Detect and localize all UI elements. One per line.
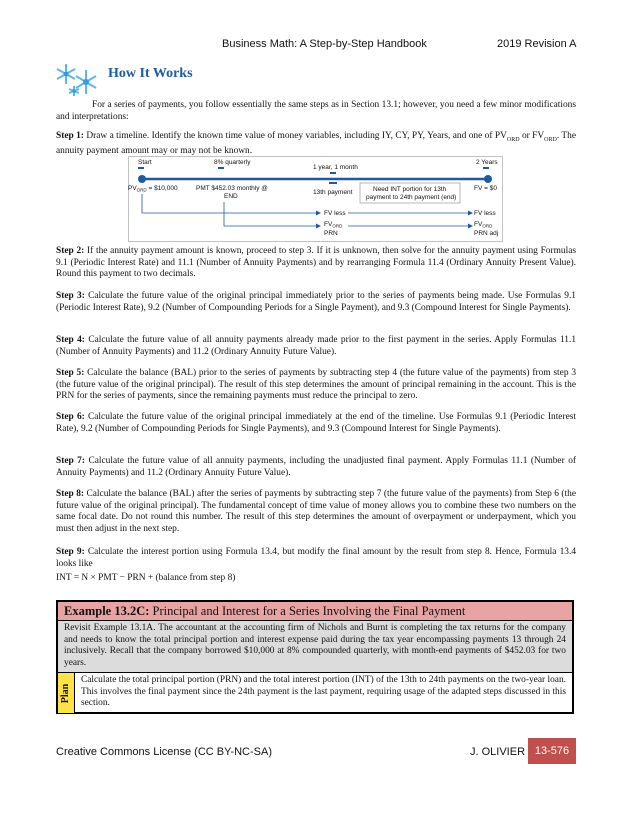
step-text: Calculate the future value of the original principal immediately prior to the series of payments being made. Use Formulas 9.1 (Periodic Interest Rate), 9.2 (Number of Compounding Periods for a Single Payment), and 9.3 (Compound Interest for Single Payments). (56, 291, 576, 313)
timeline-end-label: 2 Years (476, 159, 498, 166)
timeline-prn: PRN (324, 230, 338, 237)
step-3 (56, 291, 576, 314)
step-subscript: ORD (506, 136, 520, 143)
timeline-13th-payment: 13th payment (313, 189, 353, 196)
step-label: Step 4: (56, 335, 85, 345)
step-5 (56, 368, 576, 403)
step-text: Draw a timeline. Identify the known time value of money variables, including IY, CY, PY, Years, and one of PV (86, 131, 507, 141)
step-label: Step 6: (56, 412, 85, 422)
timeline-one-year-label: 1 year, 1 month (313, 164, 358, 171)
example-plan-row (58, 673, 572, 713)
timeline-fv-ord-2: $FV_{ORD}$ (474, 221, 493, 229)
example-title (58, 602, 572, 621)
header-title: Business Math: A Step-by-Step Handbook (222, 38, 427, 50)
intro-paragraph: For a series of payments, you follow essentially the same steps as in Section 13.1; however, you need a few minor modifications and interpretations: (56, 100, 576, 122)
step-2 (56, 246, 576, 281)
step-label: Step 1: (56, 131, 84, 141)
timeline-start-node (138, 175, 146, 183)
step-label: Step 8: (56, 489, 85, 499)
timeline-pv-label: $PV_{ORD}$ = $10,000 (128, 185, 178, 193)
example-title-text: Principal and Interest for a Series Involving the Final Payment (149, 604, 466, 618)
example-body: Revisit Example 13.1A. The accountant at the accounting firm of Nichols and Burnt is completing the tax returns for the company and needs to know the total principal portion and interest expense paid during the tax year encompassing payments 13 through 24 inclusively. Recall that the company borrowed $10,000 at 8% compounded quarterly, with month-end payments of $452.03 for two years. (58, 621, 572, 673)
plan-label-text: Plan (60, 683, 72, 703)
step-text-mid: or FV (519, 131, 545, 141)
step-text: Calculate the future value of all annuity payments already made prior to the first payment in the series. Apply Formulas 11.1 (Number of Annuity Payments) and 11.2 (Ordinary Annuity Future Value). (56, 335, 577, 357)
timeline-fv-zero: FV = $0 (474, 185, 497, 192)
timeline-note-line1: Need INT portion for 13th (373, 186, 447, 193)
example-number: Example 13.2C: (64, 604, 150, 618)
timeline-end-node (484, 175, 492, 183)
step-7 (56, 456, 576, 479)
timeline-rate-label: 8% quarterly (214, 159, 251, 166)
section-title: How It Works (108, 66, 193, 81)
example-box (56, 600, 574, 714)
step-label: Step 9: (56, 547, 85, 557)
snowflake-icon (52, 58, 100, 98)
header-revision: 2019 Revision A (497, 38, 577, 50)
timeline-pmt-label: PMT $452.03 monthly @ (196, 185, 268, 192)
step-9 (56, 547, 576, 570)
timeline-prn-adj: PRN adj (474, 230, 499, 237)
step-6 (56, 412, 576, 435)
timeline-fv-ord-1: $FV_{ORD}$ (324, 221, 343, 229)
step-4 (56, 335, 576, 358)
step-1 (56, 131, 576, 158)
page-number-badge: 13-576 (528, 738, 576, 764)
step-text: Calculate the future value of the original principal immediately at the end of the timeline. Use Formulas 9.1 (Periodic Interest Rate), 9.2 (Number of Compounding Periods for Single Payments), and 9.3 (Compound Interest for Single Payments). (56, 412, 576, 434)
timeline-fv-less-2: FV less (474, 210, 496, 217)
step-text: Calculate the balance (BAL) prior to the series of payments by subtracting step 4 (the future value of the payments) from step 3 (the future value of the original principal). The result of this step determines the amount of principal remaining in the account. This is the PRN for the series of payments, since the remaining payments must reduce the principal to zero. (56, 368, 577, 402)
timeline-start-label: Start (138, 159, 152, 166)
timeline-fv-less-1: FV less (324, 210, 346, 217)
step-8 (56, 489, 576, 535)
step-label: Step 7: (56, 456, 85, 466)
step-text: Calculate the interest portion using Formula 13.4, but modify the final amount by the result from step 8. Hence, Formula 13.4 looks like (56, 547, 577, 569)
step-label: Step 2: (56, 246, 85, 256)
footer-author: J. OLIVIER (470, 746, 526, 758)
step-text-end: . The annuity payment amount may or may not be known. (56, 131, 577, 157)
timeline-note-line2: payment to 24th payment (end) (366, 194, 457, 201)
step-subscript: ORD (544, 136, 557, 143)
step-text: Calculate the future value of all annuity payments, including the unadjusted final payment. Apply Formulas 11.1 (Number of Annuity Payments) and 11.2 (Ordinary Annuity Future Value). (56, 456, 576, 478)
footer-license: Creative Commons License (CC BY-NC-SA) (56, 746, 272, 758)
timeline-pmt-timing: END (224, 193, 238, 200)
step-label: Step 3: (56, 291, 85, 301)
timeline-diagram (128, 156, 503, 242)
step-text: Calculate the balance (BAL) after the series of payments by subtracting step 7 (the future value of the payments) from Step 6 (the future value of the original principal). The fundamental concept of time value of money allows you to combine these two numbers on the same focal date. Do not round this number. The result of this step determines the amount of overpayment or underpayment, which you must then adjust in the next step. (56, 489, 577, 534)
formula-int: INT = N × PMT − PRN + (balance from step 8) (56, 573, 236, 583)
step-label: Step 5: (56, 368, 85, 378)
plan-label (58, 673, 75, 713)
plan-text: Calculate the total principal portion (PRN) and the total interest portion (INT) of the 13th to 24th payments on the two-year loan. This involves the final payment since the 24th payment is the last payment, requiring usage of the adapted steps discussed in this section. (81, 675, 566, 709)
step-text: If the annuity payment amount is known, proceed to step 3. If it is unknown, then solve for the annuity payment using Formulas 9.1 (Periodic Interest Rate) and 11.1 (Number of Annuity Payments) and by rearranging Formula 11.4 (Ordinary Annuity Present Value). Round this payment to two decimals. (56, 246, 577, 280)
